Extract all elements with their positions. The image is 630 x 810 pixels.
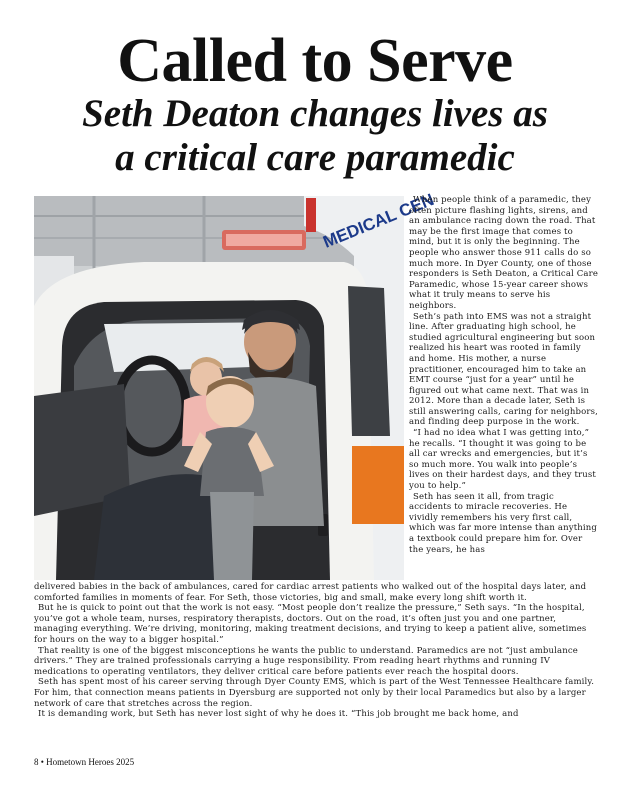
- article-column: [409, 195, 599, 555]
- article-photo: [34, 189, 437, 580]
- headline: Called to Serve: [117, 27, 513, 95]
- paragraph: But he is quick to point out that the work is not easy. “Most people don’t realize the pressure,” Seth says. “In the hospital, you’ve got a whole team, nurses, respiratory therapists, doctors. Out on the road, it’s often just you and one partner, managing everything. We’re driving, monitoring, making treatment decisions, and trying to keep a patient alive, sometimes for hours on the way to a bigger hospital.”: [34, 603, 587, 645]
- paragraph: Seth has seen it all, from tragic accidents to miracle recoveries. He vividly remembers his very first call, which was far more intense than anything a textbook could prepare him for. Over the years, he has: [409, 491, 597, 555]
- vehicle-lettering: MEDICAL CEN: [320, 189, 437, 252]
- paragraph: “I had no idea what I was getting into,” he recalls. “I thought it was going to be all car wrecks and emergencies, but it’s so much more. You walk into people’s lives on their hardest days, and they trust you to help.”: [409, 428, 596, 492]
- paragraph: Seth has spent most of his career serving through Dyer County EMS, which is part of the West Tennessee Healthcare family. For him, that connection means patients in Dyersburg are supported not only by their local Paramedics but also by a larger network of care that stretches across the region.: [34, 677, 595, 709]
- paragraph: It is demanding work, but Seth has never lost sight of why he does it. “This job brought me back home, and: [38, 709, 519, 720]
- deck-line-2: a critical care paramedic: [115, 136, 515, 179]
- deck: [0, 92, 630, 180]
- article-wide-text: [34, 582, 596, 720]
- paragraph: delivered babies in the back of ambulances, cared for cardiac arrest patients who walked out of the hospital days later, and comforted families in moments of fear. For Seth, those victories, big and small, make every long shift worth it.: [34, 582, 587, 603]
- paragraph: That reality is one of the biggest misconceptions he wants the public to understand. Paramedics are not “just ambulance drivers.” They are trained professionals carrying a huge responsibility. From reading heart rhythms and running IV medications to operating ventilators, they deliver critical care before patients ever reach the hospital doors.: [34, 645, 578, 677]
- page-folio: 8 • Hometown Heroes 2025: [34, 757, 135, 767]
- deck-line-1: Seth Deaton changes lives as: [82, 92, 548, 135]
- paragraph: Seth’s path into EMS was not a straight line. After graduating high school, he studied agricultural engineering but soon realized his heart was rooted in family and home. His mother, a nurse practitioner, encouraged him to take an EMT course “just for a year” until he figured out what came next. That was in 2012. More than a decade later, Seth is still answering calls, caring for neighbors, and finding deep purpose in the work.: [409, 311, 598, 428]
- paragraph: When people think of a paramedic, they often picture flashing lights, sirens, and an ambulance racing down the road. That may be the first image that comes to mind, but it is only the beginning. The people who answer those 911 calls do so much more. In Dyer County, one of those responders is Seth Deaton, a Critical Care Paramedic, whose 15-year career shows what it truly means to serve his neighbors.: [409, 195, 599, 311]
